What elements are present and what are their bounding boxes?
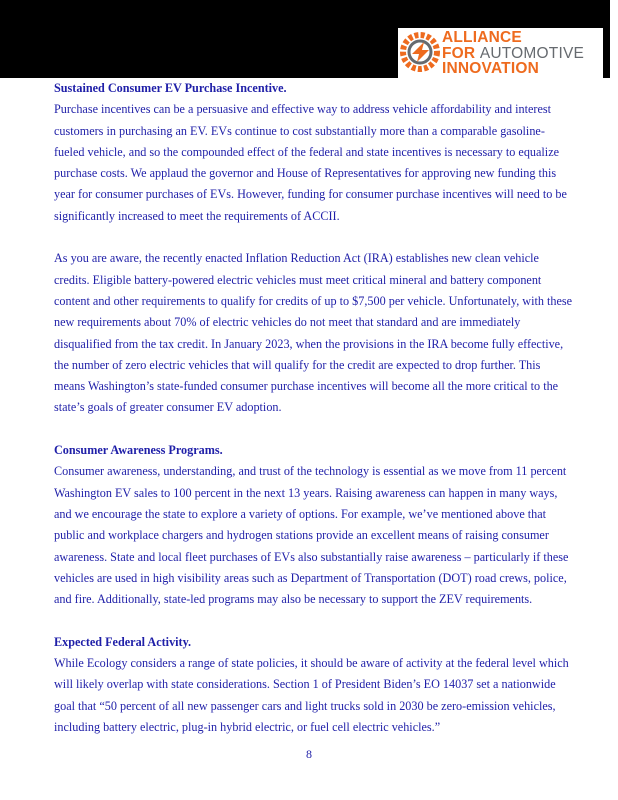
- document-body: [54, 78, 574, 738]
- page-number: 8: [306, 747, 312, 761]
- logo-line-1: ALLIANCE: [442, 29, 522, 46]
- section-heading: Expected Federal Activity.: [54, 634, 192, 649]
- alliance-logo: [398, 28, 603, 78]
- section-heading: Sustained Consumer EV Purchase Incentive.: [54, 81, 287, 95]
- paragraph: Consumer awareness, understanding, and trust of the technology is essential as we move from 11 percent Washington EV sales to 100 percent in the next 13 years. Raising awareness can happen in many ways, and we encourage the state to explore a variety of options. For example, we’ve mentioned above that public and workplace chargers and hydrogen stations provide an excellent means of raising consumer awareness. State and local fleet purchases of EVs also substantially raise awareness – particularly if these vehicles are used in high visibility areas such as Department of Transportation (DOT) road crews, police, and fire. Additionally, state-led programs may also be necessary to support the ZEV requirements.: [54, 464, 569, 607]
- logo-line-2: FOR AUTOMOTIVE: [442, 44, 585, 62]
- logo-line-3: INNOVATION: [442, 60, 540, 77]
- logo-wordmark: [442, 30, 584, 77]
- paragraph: As you are aware, the recently enacted Inflation Reduction Act (IRA) establishes new clean vehicle credits. Eligible battery-powered electric vehicles must meet critical mineral and battery component content and other requirements to qualify for credits of up to $7,500 per vehicle. Unfortunately, with these new requirements about 70% of electric vehicles do not meet that standard and are immediately disqualified from the tax credit. In January 2023, when the provisions in the IRA become fully effective, the number of zero electric vehicles that will qualify for the credit are expected to drop further. This means Washington’s state-funded consumer purchase incentives will become all the more critical to the state’s goals of greater consumer EV adoption.: [54, 251, 573, 415]
- section-heading: Consumer Awareness Programs.: [54, 443, 223, 458]
- paragraph: While Ecology considers a range of state policies, it should be aware of activity at the federal level which will likely overlap with state considerations. Section 1 of President Biden’s EO 14037 set a nationwide goal that “50 percent of all new passenger cars and light trucks sold in 2030 be zero-emission vehicles, including battery electric, plug-in hybrid electric, or fuel cell electric vehicles.”: [54, 656, 569, 734]
- paragraph: Purchase incentives can be a persuasive and effective way to address vehicle affordability and interest customers in purchasing an EV. EVs continue to cost substantially more than a comparable gasoline-fueled vehicle, and so the compounded effect of the federal and state incentives is necessary to equalize purchase costs. We applaud the governor and House of Representatives for approving new funding this year for consumer purchases of EVs. However, funding for consumer purchase incentives will need to be significantly increased to meet the requirements of ACCII.: [54, 102, 567, 223]
- gear-logo-icon: [400, 32, 440, 72]
